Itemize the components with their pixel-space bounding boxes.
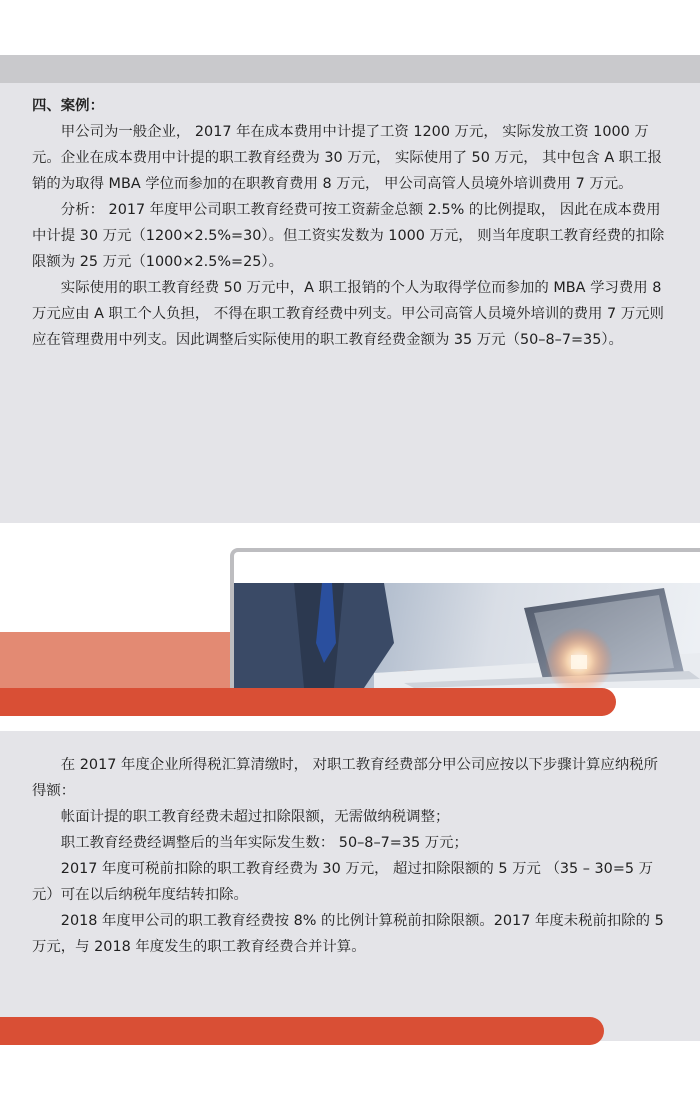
tax-steps-text: [32, 752, 668, 960]
laptop-photo: [234, 583, 700, 688]
case-text: [32, 93, 668, 353]
tax-paragraph-1: 在 2017 年度企业所得税汇算清缴时， 对职工教育经费部分甲公司应按以下步骤计算应纳税所得额：: [32, 757, 658, 799]
decorative-red-bar: [0, 688, 616, 716]
case-paragraph-3: 实际使用的职工教育经费 50 万元中，A 职工报销的个人为取得学位而参加的 MBA 学习费用 8 万元应由 A 职工个人负担， 不得在职工教育经费中列支。甲公司高管人员境外培训的费用 7 万元则应在管理费用中列支。因此调整后实际使用的职工教育经费金额为 35 万元（50–8–7=35）。: [32, 280, 664, 348]
tax-paragraph-4: 2017 年度可税前扣除的职工教育经费为 30 万元， 超过扣除限额的 5 万元 （35 – 30=5 万元）可在以后纳税年度结转扣除。: [32, 861, 653, 903]
top-divider-bar: [0, 55, 700, 83]
tax-paragraph-3: 职工教育经费经调整后的当年实际发生数： 50–8–7=35 万元；: [60, 835, 468, 851]
decorative-salmon-band: [0, 632, 236, 688]
case-heading: 四、案例：: [32, 98, 104, 114]
case-paragraph-2: 分析： 2017 年度甲公司职工教育经费可按工资薪金总额 2.5% 的比例提取， 因此在成本费用中计提 30 万元（1200×2.5%=30）。但工资实发数为 1000 万元， 则当年度职工教育经费的扣除限额为 25 万元（1000×2.5%=25）。: [32, 202, 665, 270]
case-paragraph-1: 甲公司为一般企业， 2017 年在成本费用中计提了工资 1200 万元， 实际发放工资 1000 万元。企业在成本费用中计提的职工教育经费为 30 万元， 实际使用了 50 万元， 其中包含 A 职工报销的为取得 MBA 学位而参加的在职教育费用 8 万元， 甲公司高管人员境外培训费用 7 万元。: [32, 124, 662, 192]
tax-paragraph-5: 2018 年度甲公司的职工教育经费按 8% 的比例计算税前扣除限额。2017 年度未税前扣除的 5 万元，与 2018 年度发生的职工教育经费合并计算。: [32, 913, 664, 955]
bottom-red-bar: [0, 1017, 604, 1045]
laptop-photo-illustration: [234, 583, 700, 688]
tax-paragraph-2: 帐面计提的职工教育经费未超过扣除限额，无需做纳税调整；: [60, 809, 450, 825]
